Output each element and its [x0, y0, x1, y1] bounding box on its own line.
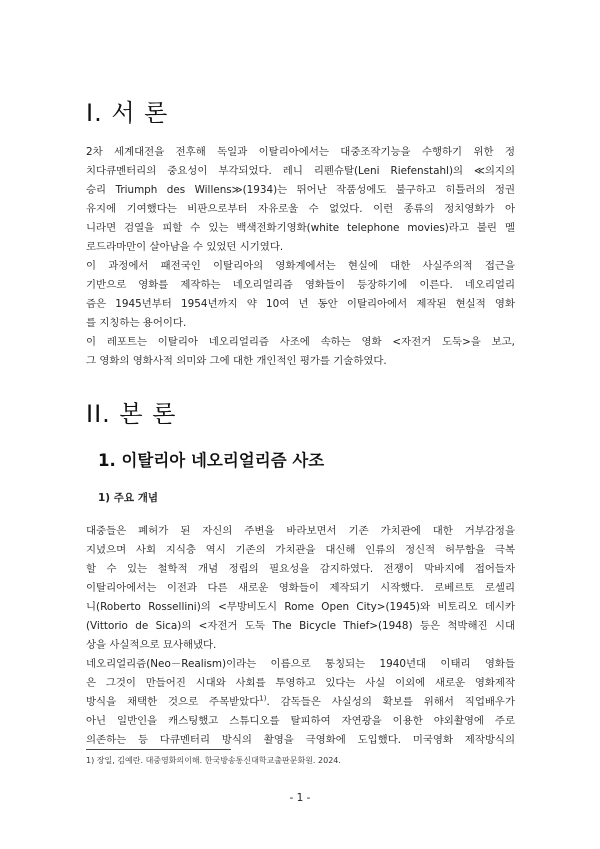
body-heading: II. 본 론: [86, 400, 177, 428]
text-line: 로드라마만이 살아남을 수 있었던 시기였다.: [86, 241, 284, 253]
text-line: 지녔으며 사회 지식층 역시 기존의 가치관을 대신해 인류의 정신적 허무함을 극복: [86, 544, 515, 556]
page-number: - 1 -: [289, 792, 311, 804]
text-line: 즘은 1945년부터 1954년까지 약 10여 년 동안 이탈리아에서 제작된 현실적 영화: [86, 298, 515, 310]
intro-paragraph-1: [86, 143, 515, 371]
footnote-marker[interactable]: 1): [259, 694, 267, 703]
text-line: 대중들은 폐허가 된 자신의 주변을 바라보면서 기존 가치관에 대한 거부감정을: [86, 525, 515, 537]
text-line: 상을 사실적으로 묘사해냈다.: [86, 639, 217, 651]
text-line: 이탈리아에서는 이전과 다른 새로운 영화들이 제작되기 시작했다. 로베르토 로셀리: [86, 582, 515, 594]
text-line: 이 과정에서 패전국인 이탈리아의 영화계에서는 현실에 대한 사실주의적 접근을: [86, 260, 515, 272]
text-line: 아닌 일반인을 캐스팅했고 스튜디오를 탈피하여 자연광을 이용한 야외촬영에 주로: [86, 715, 515, 727]
text-line: 2차 세계대전을 전후해 독일과 이탈리아에서는 대중조작기능을 수행하기 위한 정: [86, 146, 515, 158]
text-line: 기반으로 영화를 제작하는 네오리얼리즘 영화들이 등장하기에 이른다. 네오리얼리: [86, 279, 515, 291]
text-line: 니라면 검열을 피할 수 있는 백색전화기영화(white telephone movies)라고 불린 멜: [86, 222, 515, 234]
text-line: 그 영화의 영화사적 의미와 그에 대한 개인적인 평가를 기술하였다.: [86, 355, 387, 367]
text-line: 유지에 기여했다는 비판으로부터 자유로울 수 없었다. 이런 종류의 정치영화가 아: [86, 203, 515, 215]
text-line: 할 수 있는 철학적 개념 정립의 필요성을 감지하였다. 전쟁이 막바지에 접어들자: [86, 563, 515, 575]
text-line: 의존하는 등 다큐멘터리 방식의 촬영을 극영화에 도입했다. 미국영화 제작방식의: [86, 734, 515, 746]
intro-heading: I. 서 론: [86, 99, 169, 127]
section-1-subheading: 1) 주요 개념: [98, 492, 158, 504]
text-line: 를 지칭하는 용어이다.: [86, 317, 187, 329]
text-line: 은 그것이 만들어진 시대와 사회를 투영하고 있다는 사실 이외에 새로운 영화제작: [86, 677, 515, 689]
text-line: 치다큐멘터리의 중요성이 부각되었다. 레니 리펜슈탈(Leni Riefenstahl)의 ≪의지의: [86, 165, 515, 177]
text-line: 이 레포트는 이탈리아 네오리얼리즘 사조에 속하는 영화 <자전거 도둑>을 보고,: [86, 336, 515, 348]
text-line-with-footnote: [86, 693, 515, 712]
text-line: (Vittorio de Sica)의 <자전거 도둑 The Bicycle Thief>(1948) 등은 척박해진 시대: [86, 620, 515, 632]
text-segment: 방식을 채택한 것으로 주목받았다: [86, 696, 260, 708]
text-line: 니(Roberto Rossellini)의 <무방비도시 Rome Open City>(1945)와 비토리오 데시카: [86, 601, 515, 613]
footnote-divider: [86, 749, 231, 750]
section-1-heading: 1. 이탈리아 네오리얼리즘 사조: [98, 451, 325, 470]
body-paragraph-1: [86, 522, 515, 750]
text-line: 승리 Triumph des Willens≫(1934)는 뛰어난 작품성에도 불구하고 히틀러의 정권: [86, 184, 515, 196]
text-line: 네오리얼리즘(Neo－Realism)이라는 이름으로 통칭되는 1940년대 이태리 영화들: [86, 658, 515, 670]
text-segment: . 감독들은 사실성의 확보를 위해서 직업배우가: [266, 696, 515, 708]
footnote-text: 1) 장일, 김예란. 대중영화의이해. 한국방송통신대학교출판문화원. 2024.: [86, 756, 341, 765]
